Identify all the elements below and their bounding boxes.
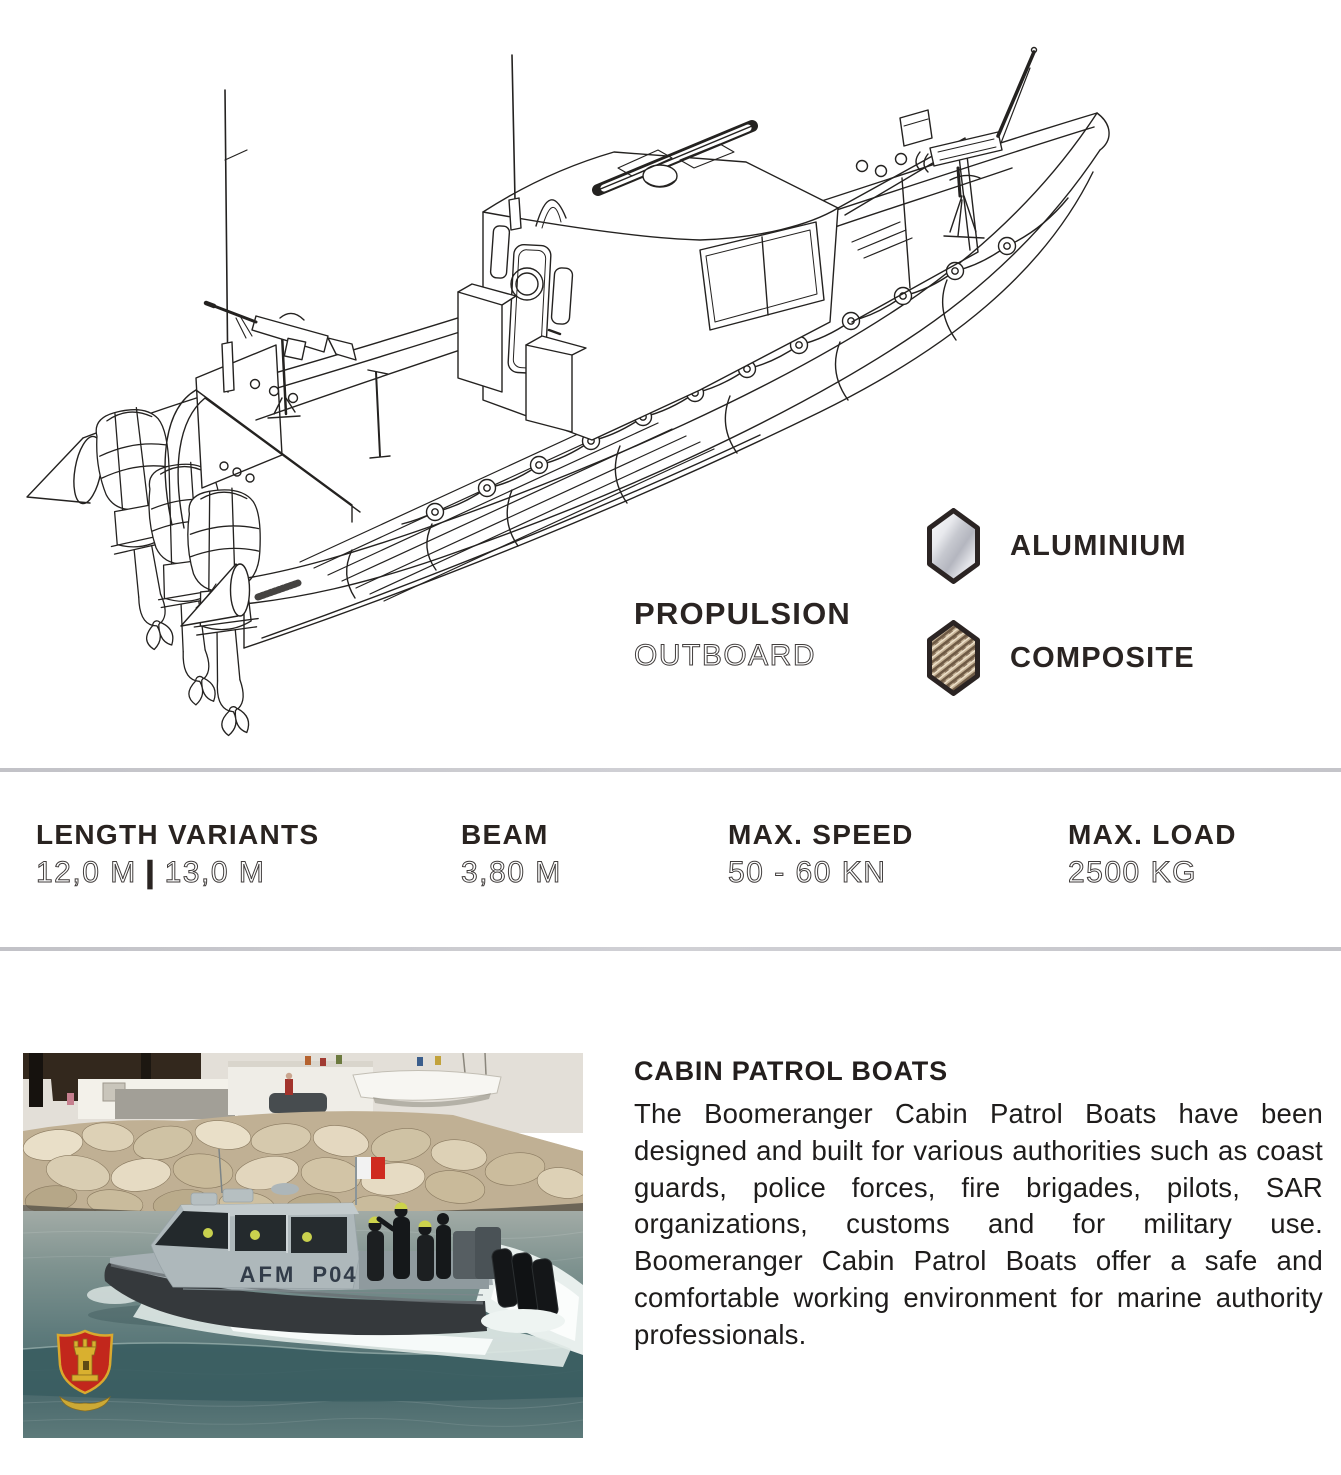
patrol-boat-photo-svg xyxy=(23,1053,583,1438)
spec-length-variants xyxy=(36,820,319,889)
spec-max-speed-value: 50 - 60 KN xyxy=(728,856,887,890)
hull-marking-afm: AFM xyxy=(239,1262,297,1287)
legend-row-composite xyxy=(927,620,1195,696)
spec-max-speed xyxy=(728,820,914,889)
foredeck-slats xyxy=(852,222,912,258)
length-value-a: 12,0 M xyxy=(36,856,137,890)
spec-length-value xyxy=(36,857,319,889)
spec-max-load-value: 2500 KG xyxy=(1068,856,1197,890)
parked-car xyxy=(269,1093,327,1113)
propulsion-value: OUTBOARD xyxy=(634,638,817,672)
length-separator: | xyxy=(145,856,156,890)
specs-bar xyxy=(0,820,1341,900)
propulsion-label: PROPULSION xyxy=(634,596,851,631)
transom-panel xyxy=(196,345,282,488)
length-value-b: 13,0 M xyxy=(164,856,266,890)
composite-hex-icon xyxy=(927,620,980,696)
beached-sailboat-hull xyxy=(353,1070,501,1100)
propulsion-spec xyxy=(634,598,851,671)
spec-max-load-label: MAX. LOAD xyxy=(1068,819,1237,850)
patrol-boat-photo xyxy=(23,1053,583,1438)
spec-beam-value: 3,80 M xyxy=(461,856,562,890)
divider-top xyxy=(0,768,1341,772)
composite-label: COMPOSITE xyxy=(1010,641,1195,674)
materials-legend xyxy=(927,508,1195,696)
description-block xyxy=(634,1056,1323,1354)
divider-bottom xyxy=(0,947,1341,951)
description-title: CABIN PATROL BOATS xyxy=(634,1056,948,1086)
aluminium-hex-icon xyxy=(927,508,980,584)
malta-flag xyxy=(357,1157,385,1179)
bow-machine-gun xyxy=(900,48,1037,239)
hull-brand-microtext xyxy=(258,583,298,597)
spec-beam xyxy=(461,820,562,889)
spec-max-load xyxy=(1068,820,1237,889)
spec-length-label: LENGTH VARIANTS xyxy=(36,819,320,850)
description-body: The Boomeranger Cabin Patrol Boats have been designed and built for various authorities such as coast guards, police forces, fire brigades, pilots, SAR organizations, customs and for military use. Boomeranger Cabin Patrol Boats offer a safe and comfortable working environment for marine authority professionals. xyxy=(634,1098,1323,1350)
spec-max-speed-label: MAX. SPEED xyxy=(728,819,914,850)
cabin xyxy=(458,126,978,440)
hull-marking-p04: P04 xyxy=(312,1262,358,1287)
spec-beam-label: BEAM xyxy=(461,819,549,850)
aluminium-label: ALUMINIUM xyxy=(1010,529,1187,562)
legend-row-aluminium xyxy=(927,508,1195,584)
